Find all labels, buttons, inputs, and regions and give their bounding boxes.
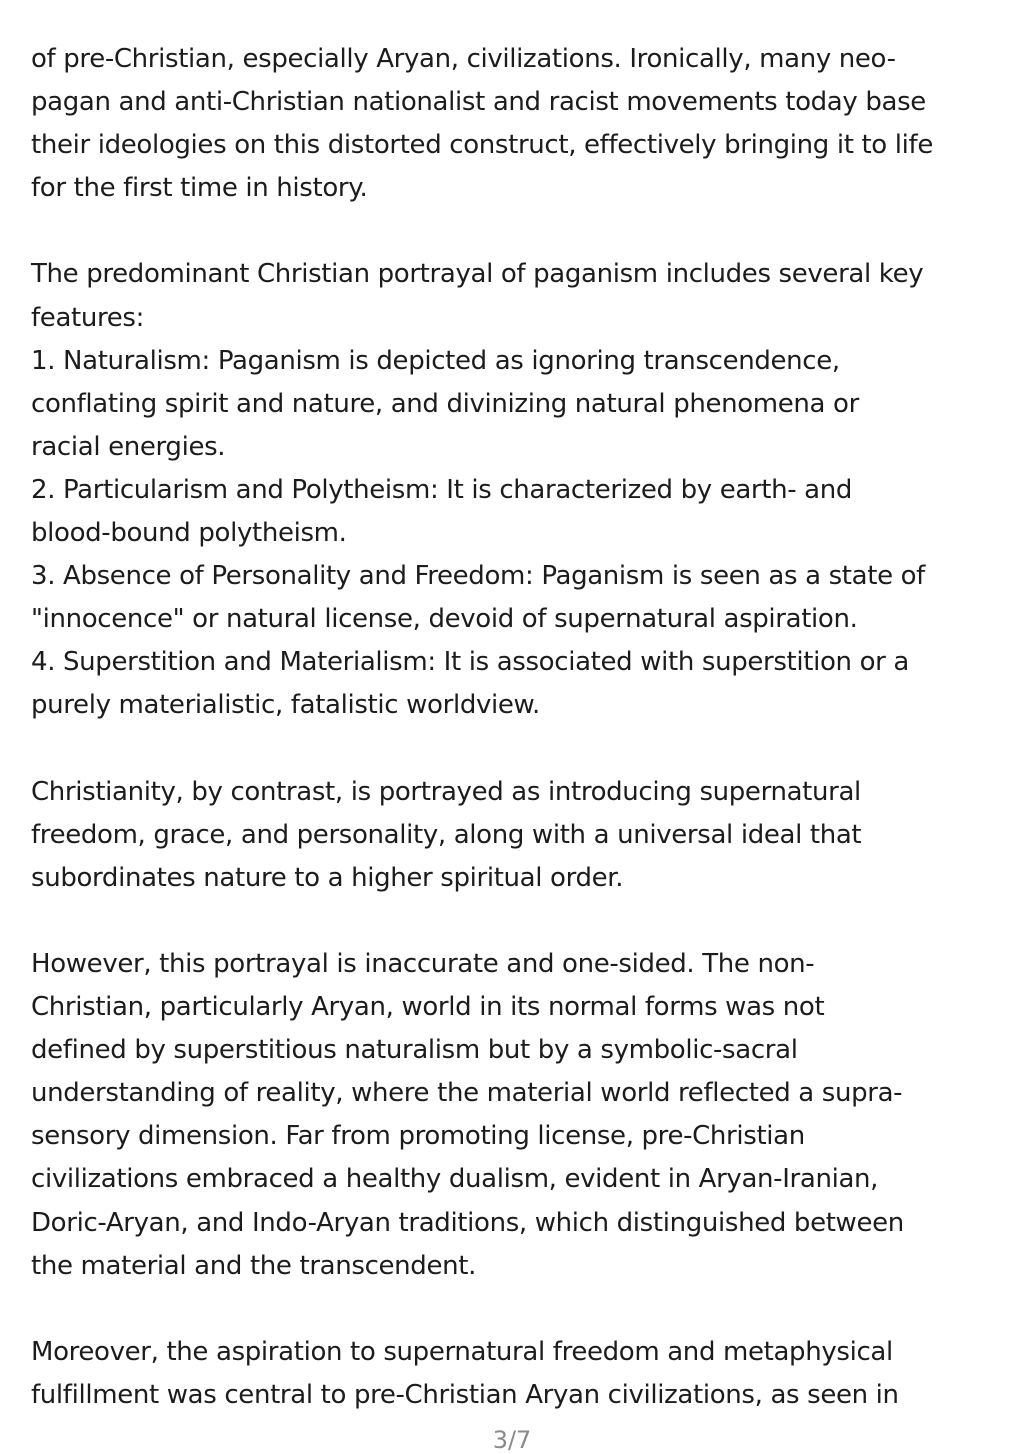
paragraph-4 [31,943,999,1288]
list-item-line: racial energies. [31,431,226,462]
text-line: the material and the transcendent. [31,1250,476,1281]
paragraph-3 [31,771,999,900]
paragraph-5 [31,1331,999,1417]
paragraph-1 [31,38,999,210]
page-indicator: 3/7 [492,1426,532,1454]
paragraph-gap [31,728,999,771]
list-item-line: purely materialistic, fatalistic worldview. [31,690,540,721]
text-line: However, this portrayal is inaccurate and one-sided. The non- [31,948,815,979]
paragraph-gap [31,1288,999,1331]
text-line: of pre-Christian, especially Aryan, civilizations. Ironically, many neo- [31,44,896,74]
list-item-line: conflating spirit and nature, and divinizing natural phenomena or [31,388,859,419]
text-line: sensory dimension. Far from promoting license, pre-Christian [31,1121,805,1152]
text-line: subordinates nature to a higher spiritual order. [31,862,624,893]
text-line: civilizations embraced a healthy dualism, evident in Aryan-Iranian, [31,1164,879,1195]
list-item-line: 1. Naturalism: Paganism is depicted as ignoring transcendence, [31,345,840,376]
text-line: freedom, grace, and personality, along with a universal ideal that [31,819,862,850]
text-line: pagan and anti-Christian nationalist and racist movements today base [31,87,926,118]
list-item-line: 4. Superstition and Materialism: It is associated with superstition or a [31,647,909,678]
list-item-line: "innocence" or natural license, devoid of supernatural aspiration. [31,604,858,635]
text-line: their ideologies on this distorted construct, effectively bringing it to life [31,130,933,161]
document-page [31,38,999,1417]
paragraph-gap [31,210,999,253]
text-line: Christianity, by contrast, is portrayed as introducing supernatural [31,776,861,807]
list-item-line: blood-bound polytheism. [31,518,347,549]
text-line: fulfillment was central to pre-Christian Aryan civilizations, as seen in [31,1379,899,1410]
text-line: The predominant Christian portrayal of paganism includes several key [31,259,924,290]
list-item-line: 2. Particularism and Polytheism: It is characterized by earth- and [31,474,853,505]
paragraph-gap [31,900,999,943]
text-line: understanding of reality, where the material world reflected a supra- [31,1078,903,1109]
text-line: Christian, particularly Aryan, world in its normal forms was not [31,992,825,1023]
text-line: Doric-Aryan, and Indo-Aryan traditions, which distinguished between [31,1207,904,1238]
text-line: features: [31,302,145,333]
text-line: for the first time in history. [31,173,368,204]
text-line: Moreover, the aspiration to supernatural freedom and metaphysical [31,1336,893,1367]
paragraph-2 [31,253,999,727]
list-item-line: 3. Absence of Personality and Freedom: Paganism is seen as a state of [31,561,925,592]
text-line: defined by superstitious naturalism but by a symbolic-sacral [31,1035,798,1066]
